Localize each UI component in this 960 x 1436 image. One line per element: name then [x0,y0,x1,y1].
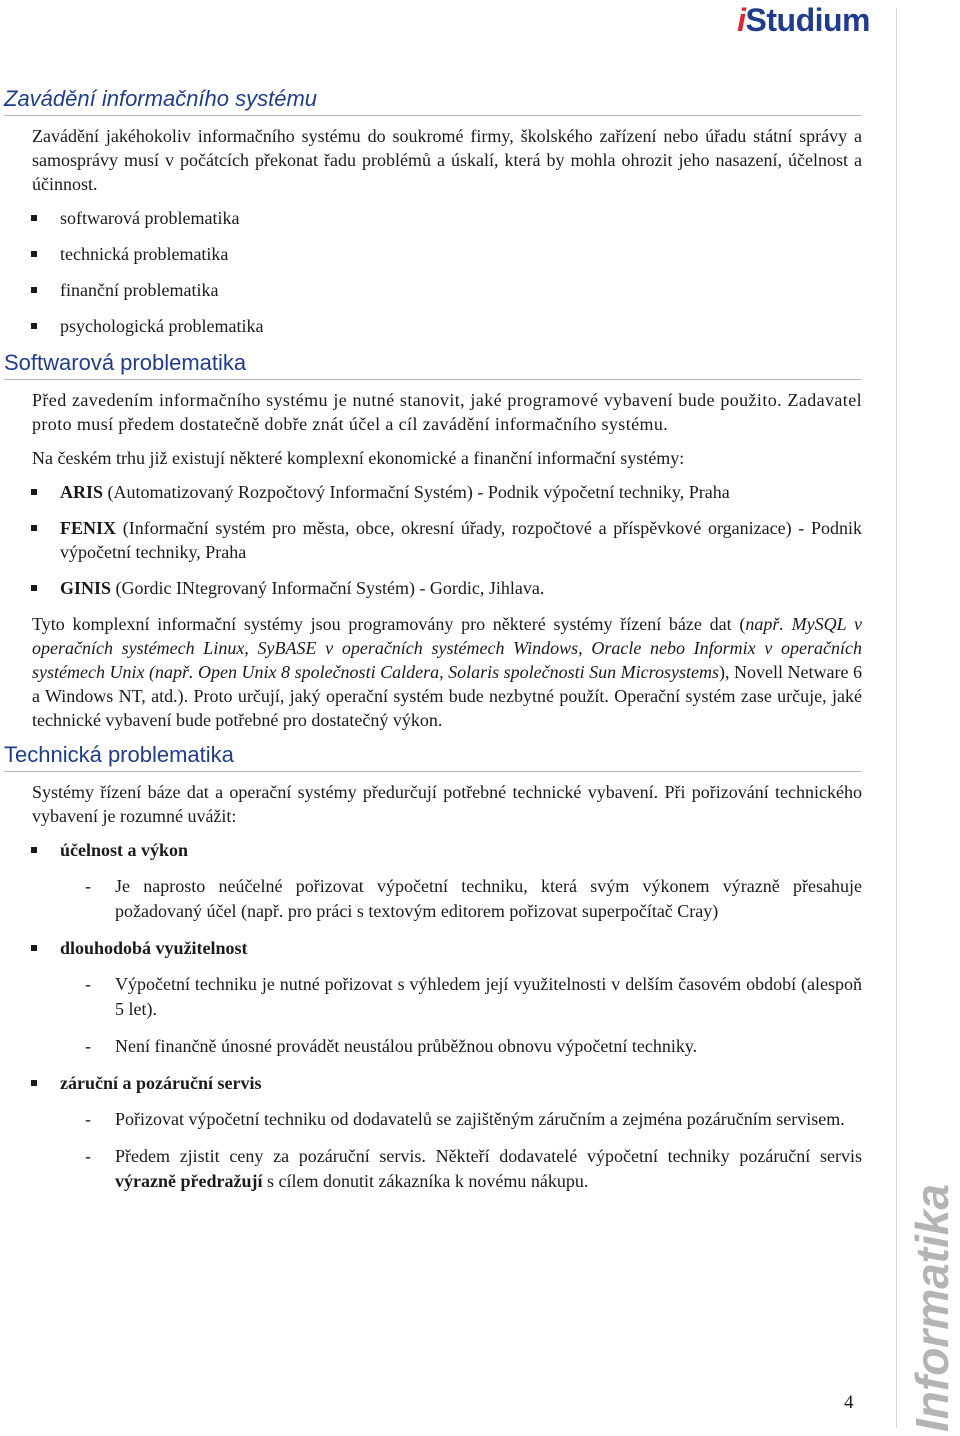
bullet-icon [31,847,37,853]
dash-icon: - [85,1146,91,1166]
list-item [60,936,862,960]
istudium-logo [737,2,870,39]
bullet-icon [31,489,37,495]
text-run: výrazně předražují [115,1171,263,1191]
system-name: GINIS [60,578,112,598]
criteria-list [0,1071,862,1095]
systems-list [0,480,862,600]
software-paragraph-2: Na českém trhu již existují některé komplexní ekonomické a finanční informační systémy: [32,448,685,468]
list-item [60,242,862,266]
text-run: Předem zjistit ceny za pozáruční servis. Někteří dodavatelé výpočetní techniky pozáruční servis [115,1146,862,1166]
criterion-label: záruční a pozáruční servis [60,1073,262,1093]
system-description: (Informační systém pro města, obce, okresní úřady, rozpočtové a příspěvkové organizace) - Podnik výpočetní techniky, Praha [60,518,862,562]
section-title-intro: Zavádění informačního systému [4,86,862,116]
bullet-icon [31,287,37,293]
list-item [60,576,862,600]
dash-item-text: Je naprosto neúčelné pořizovat výpočetní techniku, která svým výkonem výrazně přesahuje požadovaný účel (např. pro práci s textovým editorem pořizovat superpočítač Cray) [115,876,862,921]
bullet-icon [31,585,37,591]
criteria-list [0,936,862,960]
system-description: (Automatizovaný Rozpočtový Informační Systém) - Podnik výpočetní techniky, Praha [103,482,730,502]
list-item-text: technická problematika [60,244,229,264]
system-description: (Gordic INtegrovaný Informační Systém) - Gordic, Jihlava. [111,578,545,598]
dash-item [85,1107,862,1132]
bullet-icon [31,525,37,531]
criterion-label: dlouhodobá využitelnost [60,938,248,958]
text-run: ), Novell Netware 6 a Windows NT, atd.). Proto určují, jaký operační systém bude nezbytné použít. Operační systém zase určuje, jaké technické vybavení bude potřebné pro dostatečný výkon. [32,662,862,730]
bullet-icon [31,323,37,329]
dash-icon: - [85,1036,91,1056]
system-name: FENIX [60,518,117,538]
list-item [60,838,862,862]
dash-icon: - [85,974,91,994]
bullet-icon [31,945,37,951]
criteria-list [0,838,862,862]
bullet-icon [31,215,37,221]
problem-list [0,206,862,338]
list-item [60,206,862,230]
dash-item [85,972,862,1022]
text-run: . Open Unix 8 společnosti Caldera, Solaris společnosti Sun Microsystems [189,662,719,682]
side-divider [896,8,897,1428]
dash-item [85,1144,862,1194]
bullet-icon [31,251,37,257]
list-item [60,480,862,504]
section-title-software: Softwarová problematika [4,350,862,380]
document-body [0,86,862,1206]
text-run: . MySQL v operačních systémech Linux, SyBASE v operačních systémech Windows, Oracle nebo Informix v operačních systémech Unix ( [32,614,862,682]
system-name: ARIS [60,482,104,502]
dash-list [0,874,862,924]
dash-item [85,874,862,924]
text-run: Tyto komplexní informační systémy jsou programovány pro některé systémy řízení báze dat ( [32,614,746,634]
software-paragraph-3 [32,612,862,732]
dash-item [85,1034,862,1059]
dash-list [0,972,862,1059]
side-label: Informatika [906,1184,958,1432]
criterion-label: účelnost a výkon [60,840,189,860]
dash-item-text: Není finančně únosné provádět neustálou průběžnou obnovu výpočetní techniky. [115,1036,698,1056]
bullet-icon [31,1080,37,1086]
dash-list [0,1107,862,1194]
text-run: např [155,662,190,682]
dash-icon: - [85,876,91,896]
logo-prefix: i [737,2,746,38]
list-item [60,278,862,302]
dash-icon: - [85,1109,91,1129]
software-paragraph-1: Před zavedením informačního systému je nutné stanovit, jaké programové vybavení bude použito. Zadavatel proto musí předem dostatečně dobře znát účel a cíl zavádění informačního systému. [32,390,862,434]
text-run: např [745,614,780,634]
section-title-hardware: Technická problematika [4,742,862,772]
list-item [60,516,862,564]
intro-paragraph: Zavádění jakéhokoliv informačního systému do soukromé firmy, školského zařízení nebo úřadu státní správy a samosprávy musí v počátcích překonat řadu problémů a úskalí, která by mohla ohrozit jeho nasazení, účelnost a účinnost. [32,126,862,194]
hardware-paragraph-1: Systémy řízení báze dat a operační systémy předurčují potřebné technické vybavení. Při pořizování technického vybavení je rozumné uvážit: [32,782,862,826]
list-item [60,1071,862,1095]
dash-item-text: Pořizovat výpočetní techniku od dodavatelů se zajištěným záručním a zejména pozáručním servisem. [115,1109,845,1129]
list-item-text: psychologická problematika [60,316,264,336]
text-run: s cílem donutit zákazníka k novému nákupu. [262,1171,589,1191]
list-item-text: softwarová problematika [60,208,240,228]
list-item-text: finanční problematika [60,280,219,300]
page-number: 4 [844,1392,854,1413]
logo-text: Studium [745,2,870,38]
dash-item-text: Výpočetní techniku je nutné pořizovat s výhledem její využitelnosti v delším časovém období (alespoň 5 let). [115,974,862,1019]
list-item [60,314,862,338]
